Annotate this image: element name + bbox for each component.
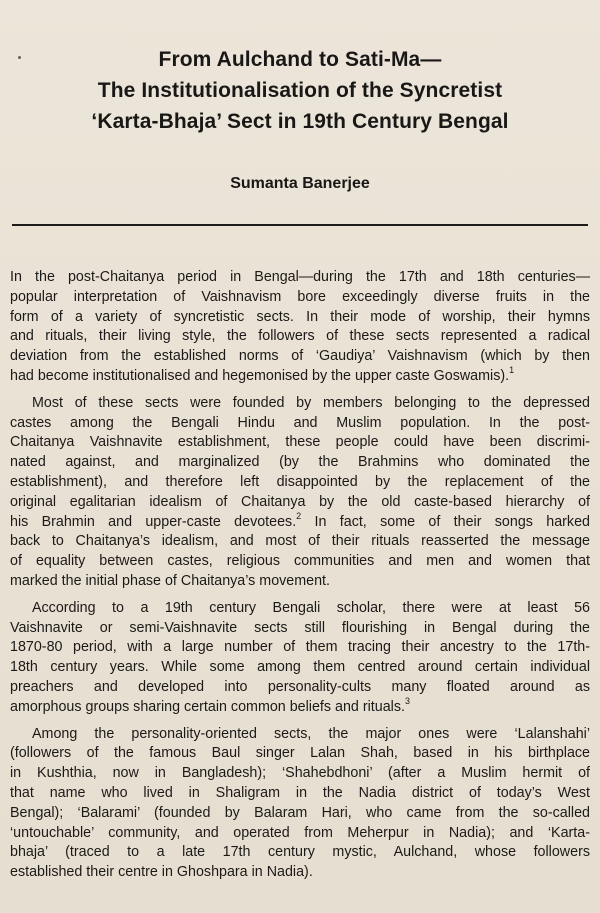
text-line: nated against, and marginalized (by the Brahmins who dominated the (10, 454, 590, 471)
text-line: popular interpretation of Vaishnavism bore exceedingly diverse fruits in the (10, 288, 590, 305)
text-line (10, 695, 590, 718)
article-body (10, 268, 590, 890)
text-line: back to Chaitanya’s idealism, and most of their rituals reasserted the message (10, 533, 590, 550)
text-line-content: had become institutionalised and hegemonised by the upper caste Goswamis). (10, 367, 510, 384)
text-line: Bengal); ‘Balarami’ (founded by Balaram Hari, who came from the so-called (10, 804, 590, 821)
text-line: ‘untouchable’ community, and operated from Meherpur in Nadia); and ‘Karta- (10, 824, 590, 841)
title-line: From Aulchand to Sati-Ma— (158, 48, 442, 71)
text-line: original egalitarian idealism of Chaitanya by the old caste-based hierarchy of (10, 493, 590, 510)
text-line: of equality between castes, religious communities and men and women that (10, 553, 590, 570)
paragraph-3 (10, 599, 590, 718)
text-line: According to a 19th century Bengali scholar, there were at least 56 (32, 599, 590, 616)
title-line: ‘Karta-Bhaja’ Sect in 19th Century Bengal (91, 110, 509, 133)
paragraph-4 (10, 725, 590, 883)
text-line: deviation from the established norms of ‘Gaudiya’ Vaishnavism (which by then (10, 348, 590, 365)
text-line-content: In fact, some of their songs harked (301, 513, 590, 530)
footnote-ref: 2 (296, 510, 302, 521)
title-divider (12, 224, 588, 226)
text-line: In the post-Chaitanya period in Bengal—during the 17th and 18th centuries— (10, 269, 590, 285)
article-author: Sumanta Banerjee (230, 175, 370, 192)
paragraph-1 (10, 268, 590, 387)
footnote-ref: 3 (404, 695, 410, 706)
paragraph-2 (10, 394, 590, 592)
title-line: The Institutionalisation of the Syncretist (97, 79, 503, 102)
text-line: Vaishnavite or semi-Vaishnavite sects still flourishing in Bengal during the (10, 619, 590, 636)
text-line: (followers of the famous Baul singer Lalan Shah, based in his birthplace (10, 745, 590, 762)
text-line: establishment), and therefore left disappointed by the replacement of the (10, 473, 590, 490)
text-line-content: amorphous groups sharing certain common beliefs and rituals. (10, 698, 405, 715)
article-title (0, 44, 600, 137)
text-line: preachers and developed into personality-cults many floated around as (10, 678, 590, 695)
text-line: bhaja’ (traced to a late 17th century mystic, Aulchand, whose followers (10, 844, 590, 861)
text-line: and rituals, their living style, the followers of these sects represented a radical (10, 328, 590, 345)
text-line (10, 510, 590, 533)
footnote-ref: 1 (509, 365, 515, 376)
text-line: form of a variety of syncretistic sects. In their mode of worship, their hymns (10, 308, 590, 325)
text-line: castes among the Bengali Hindu and Muslim population. In the post- (10, 414, 590, 431)
text-line: that name who lived in Shaligram in the Nadia district of today’s West (10, 784, 590, 801)
text-line: established their centre in Ghoshpara in Nadia). (10, 864, 313, 881)
text-line: Chaitanya Vaishnavite establishment, these people could have been discrimi- (10, 434, 590, 451)
text-line: 18th century years. While some among them centred around certain individual (10, 659, 590, 676)
text-line: 1870-80 period, with a large number of them tracing their ancestry to the 17th- (10, 639, 590, 656)
text-line (10, 367, 590, 387)
text-line: marked the initial phase of Chaitanya’s movement. (10, 572, 330, 589)
text-line: Among the personality-oriented sects, the major ones were ‘Lalanshahi’ (32, 725, 590, 742)
text-line: in Kushthia, now in Bangladesh); ‘Shahebdhoni’ (after a Muslim hermit of (10, 765, 590, 782)
text-line: Most of these sects were founded by members belonging to the depressed (32, 394, 590, 411)
text-line-content: his Brahmin and upper-caste devotees. (10, 513, 297, 530)
